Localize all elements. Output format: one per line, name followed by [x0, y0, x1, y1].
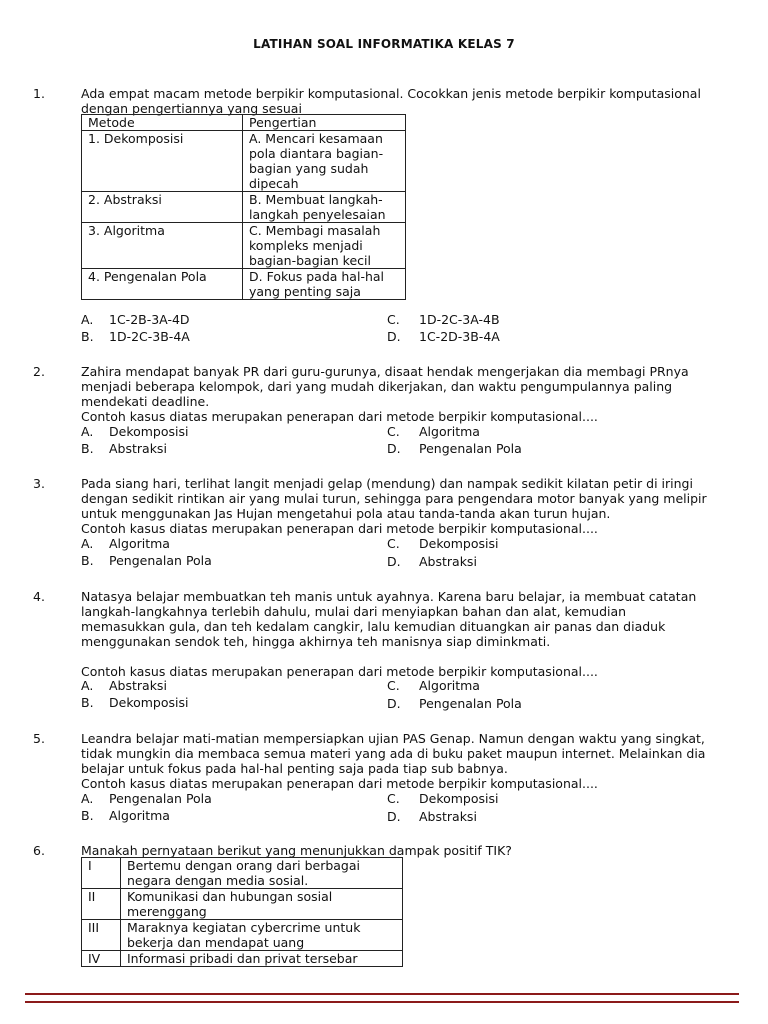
option-letter: C.: [387, 678, 400, 693]
option-letter: A.: [81, 791, 94, 806]
option-a[interactable]: [81, 678, 167, 693]
option-text: 1C-2B-3A-4D: [109, 312, 190, 327]
question-line: Ada empat macam metode berpikir komputasional. Cocokkan jenis metode berpikir komputasional: [81, 86, 701, 101]
option-letter: C.: [387, 424, 400, 439]
table-row: [82, 269, 406, 300]
option-a[interactable]: [81, 424, 189, 439]
footer-divider: [25, 993, 739, 1003]
table-row: [82, 223, 406, 269]
option-text: Pengenalan Pola: [419, 696, 522, 711]
option-text: 1C-2D-3B-4A: [419, 329, 500, 344]
question-number: 2.: [33, 364, 45, 379]
question-line: untuk menggunakan Jas Hujan mengetahui pola atau tanda-tanda akan turun hujan.: [81, 506, 611, 521]
cell-line: merenggang: [127, 904, 207, 919]
question-line: langkah-langkahnya terlebih dahulu, mulai dari menyiapkan bahan dan alat, kemudian: [81, 604, 627, 619]
question-text: [81, 364, 731, 424]
option-letter: B.: [81, 441, 94, 456]
option-b[interactable]: [81, 808, 170, 823]
question-line: memasukkan gula, dan teh kedalam cangkir, lalu kemudian dituangkan air panas dan diaduk: [81, 619, 666, 634]
option-a[interactable]: [81, 312, 190, 327]
option-text: Algoritma: [419, 678, 480, 693]
option-text: Algoritma: [109, 536, 170, 551]
question-number: 3.: [33, 476, 45, 491]
question-text: [81, 843, 731, 858]
table-cell: [243, 223, 406, 269]
ict-statement-table: [81, 857, 403, 967]
table-row: [82, 889, 403, 920]
option-d[interactable]: [387, 329, 500, 344]
option-letter: C.: [387, 536, 400, 551]
question-number: 4.: [33, 589, 45, 604]
question-number: 6.: [33, 843, 45, 858]
table-cell: Informasi pribadi dan privat tersebar: [121, 951, 403, 967]
option-letter: B.: [81, 329, 94, 344]
table-cell: 2. Abstraksi: [82, 192, 243, 223]
table-cell: 4. Pengenalan Pola: [82, 269, 243, 300]
question-line: mendekati deadline.: [81, 394, 210, 409]
question-line: Contoh kasus diatas merupakan penerapan dari metode berpikir komputasional....: [81, 776, 598, 791]
question-text: [81, 86, 731, 116]
table-row: [82, 951, 403, 967]
question-line: Contoh kasus diatas merupakan penerapan dari metode berpikir komputasional....: [81, 409, 598, 424]
question-text: [81, 476, 731, 536]
table-row: [82, 192, 406, 223]
option-text: Dekomposisi: [419, 791, 499, 806]
option-d[interactable]: [387, 441, 522, 456]
option-b[interactable]: [81, 329, 190, 344]
option-text: Dekomposisi: [109, 695, 189, 710]
option-text: 1D-2C-3A-4B: [419, 312, 500, 327]
question-line: Manakah pernyataan berikut yang menunjukkan dampak positif TIK?: [81, 843, 512, 858]
table-cell: II: [82, 889, 121, 920]
table-cell: [243, 131, 406, 192]
table-cell: [243, 192, 406, 223]
option-c[interactable]: [387, 312, 500, 327]
option-letter: A.: [81, 312, 94, 327]
option-letter: D.: [387, 696, 401, 711]
table-cell: I: [82, 858, 121, 889]
option-text: Pengenalan Pola: [109, 553, 212, 568]
table-row: [82, 115, 406, 131]
cell-line: kompleks menjadi: [249, 238, 363, 253]
table-header: Pengertian: [243, 115, 406, 131]
table-header: Metode: [82, 115, 243, 131]
option-d[interactable]: [387, 554, 477, 569]
question-line: menggunakan sendok teh, hingga akhirnya teh manisnya siap diminkmati.: [81, 634, 551, 649]
option-letter: D.: [387, 809, 401, 824]
question-line: tidak mungkin dia membaca semua materi yang ada di buku paket maupun internet. Melainkan dia: [81, 746, 706, 761]
option-letter: B.: [81, 808, 94, 823]
cell-line: yang penting saja: [249, 284, 361, 299]
table-cell: IV: [82, 951, 121, 967]
question-line: dengan sedikit rintikan air yang mulai turun, sehingga para pengendara motor banyak yang melipir: [81, 491, 707, 506]
option-letter: A.: [81, 536, 94, 551]
option-text: 1D-2C-3B-4A: [109, 329, 190, 344]
cell-line: A. Mencari kesamaan: [249, 131, 383, 146]
cell-line: dipecah: [249, 176, 299, 191]
option-text: Dekomposisi: [419, 536, 499, 551]
option-text: Pengenalan Pola: [109, 791, 212, 806]
option-text: Dekomposisi: [109, 424, 189, 439]
table-cell: [121, 920, 403, 951]
question-line: Contoh kasus diatas merupakan penerapan dari metode berpikir komputasional....: [81, 664, 598, 679]
table-cell: [121, 858, 403, 889]
option-letter: A.: [81, 424, 94, 439]
question-line: dengan pengertiannya yang sesuai: [81, 101, 302, 116]
cell-line: pola diantara bagian-: [249, 146, 384, 161]
question-line: menjadi beberapa kelompok, dari yang mudah dikerjakan, dan waktu pengumpulannya paling: [81, 379, 673, 394]
method-definition-table: [81, 114, 406, 300]
option-d[interactable]: [387, 696, 522, 711]
option-text: Algoritma: [109, 808, 170, 823]
table-row: [82, 131, 406, 192]
question-line: Contoh kasus diatas merupakan penerapan dari metode berpikir komputasional....: [81, 521, 598, 536]
option-c[interactable]: [387, 791, 499, 806]
option-text: Algoritma: [419, 424, 480, 439]
cell-line: bekerja dan mendapat uang: [127, 935, 305, 950]
table-row: [82, 858, 403, 889]
cell-line: D. Fokus pada hal-hal: [249, 269, 385, 284]
cell-line: bagian-bagian kecil: [249, 253, 371, 268]
option-text: Abstraksi: [419, 554, 477, 569]
table-cell: 3. Algoritma: [82, 223, 243, 269]
question-line: Zahira mendapat banyak PR dari guru-gurunya, disaat hendak mengerjakan dia membagi PRnya: [81, 364, 689, 379]
question-line: Pada siang hari, terlihat langit menjadi gelap (mendung) dan nampak sedikit kilatan petir di iringi: [81, 476, 693, 491]
option-b[interactable]: [81, 441, 167, 456]
question-number: 1.: [33, 86, 45, 101]
cell-line: bagian yang sudah: [249, 161, 369, 176]
table-row: [82, 920, 403, 951]
option-letter: D.: [387, 554, 401, 569]
option-b[interactable]: [81, 695, 189, 710]
option-letter: B.: [81, 695, 94, 710]
cell-line: Bertemu dengan orang dari berbagai: [127, 858, 360, 873]
option-b[interactable]: [81, 553, 212, 568]
cell-line: C. Membagi masalah: [249, 223, 381, 238]
table-cell: 1. Dekomposisi: [82, 131, 243, 192]
question-line: belajar untuk fokus pada hal-hal penting saja pada tiap sub babnya.: [81, 761, 508, 776]
question-text: [81, 589, 731, 679]
option-letter: C.: [387, 791, 400, 806]
cell-line: langkah penyelesaian: [249, 207, 386, 222]
option-text: Abstraksi: [419, 809, 477, 824]
cell-line: Maraknya kegiatan cybercrime untuk: [127, 920, 361, 935]
table-cell: III: [82, 920, 121, 951]
option-c[interactable]: [387, 536, 499, 551]
table-cell: [243, 269, 406, 300]
question-line: Natasya belajar membuatkan teh manis untuk ayahnya. Karena baru belajar, ia membuat catatan: [81, 589, 697, 604]
page-title: LATIHAN SOAL INFORMATIKA KELAS 7: [253, 37, 515, 51]
option-letter: A.: [81, 678, 94, 693]
option-c[interactable]: [387, 678, 480, 693]
option-c[interactable]: [387, 424, 480, 439]
cell-line: B. Membuat langkah-: [249, 192, 383, 207]
option-letter: D.: [387, 441, 401, 456]
option-text: Abstraksi: [109, 441, 167, 456]
option-a[interactable]: [81, 791, 212, 806]
question-text: [81, 731, 731, 791]
table-cell: [121, 889, 403, 920]
question-line: Leandra belajar mati-matian mempersiapkan ujian PAS Genap. Namun dengan waktu yang singkat,: [81, 731, 705, 746]
option-a[interactable]: [81, 536, 170, 551]
option-text: Pengenalan Pola: [419, 441, 522, 456]
cell-line: negara dengan media sosial.: [127, 873, 309, 888]
option-letter: B.: [81, 553, 94, 568]
option-d[interactable]: [387, 809, 477, 824]
question-number: 5.: [33, 731, 45, 746]
cell-line: Komunikasi dan hubungan sosial: [127, 889, 333, 904]
option-text: Abstraksi: [109, 678, 167, 693]
option-letter: C.: [387, 312, 400, 327]
option-letter: D.: [387, 329, 401, 344]
